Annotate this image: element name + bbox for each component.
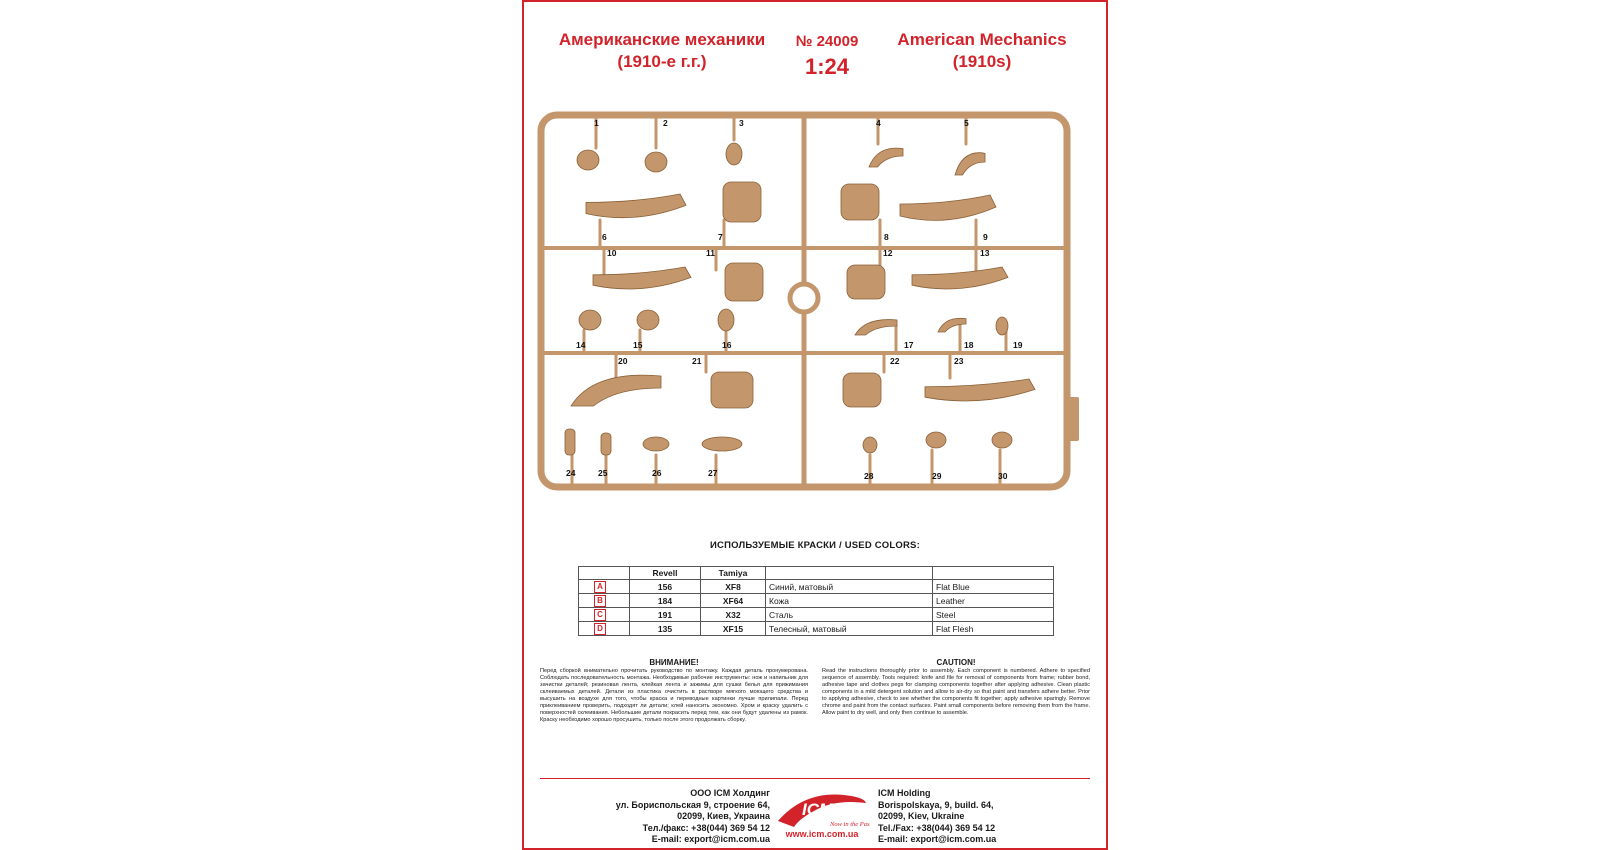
part-number: 16 <box>722 340 732 350</box>
sprue-frame <box>541 115 1067 487</box>
warning-ru-text: Перед сборкой внимательно прочитать руководство по монтажу. Каждая деталь пронумерована. Соблюдать последовательность монтажа. Необходимые рабочие инструменты: нож и напильник для зачистки деталей; резиновая лента, клейкая лента и зажимы для сушки белья для прижимания склеиваемых деталей. Детали из пластика очистить в растворе мягкого моющего средства и высушить на воздухе для того, чтобы краска и переводные картинки лучше прилипали. Перед приклеиванием проверить, подходят ли детали; клей наносить экономно. Хром и краску удалить с поверхностей склеивания. Небольшие детали покрасить перед тем, как они будут удалены из рамок. Краску необходимо хорошо просушить, только после этого продолжать сборку. <box>540 668 808 723</box>
part-number: 26 <box>652 468 662 478</box>
website-url[interactable]: www.icm.com.ua <box>785 829 859 839</box>
sprue-labels <box>566 118 1023 481</box>
sprue-part <box>992 432 1012 448</box>
revell-code: 156 <box>630 580 701 594</box>
sprue-part <box>586 194 686 218</box>
sprue-part <box>643 437 669 451</box>
part-number: 8 <box>884 232 889 242</box>
sprue-part <box>711 372 753 408</box>
instruction-sheet <box>522 0 1108 850</box>
sprue-part <box>869 148 903 167</box>
sprue-part <box>843 373 881 407</box>
color-name-ru: Синий, матовый <box>766 580 933 594</box>
warning-en-heading: CAUTION! <box>936 658 976 667</box>
address-ru-line2: ул. Бориспольская 9, строение 64, <box>615 799 770 810</box>
title-en-line2: (1910s) <box>952 52 1012 71</box>
sprue-part <box>938 318 966 332</box>
sprue-part <box>702 437 742 451</box>
address-en-line3: 02099, Kiev, Ukraine <box>878 811 965 821</box>
kit-number-block <box>782 31 872 81</box>
color-name-en: Leather <box>933 594 1054 608</box>
part-number: 7 <box>718 232 723 242</box>
sprue-part <box>926 432 946 448</box>
sprue-part <box>593 267 691 289</box>
title-ru-line2: (1910-е г.г.) <box>617 52 707 71</box>
address-russian <box>558 788 770 846</box>
tamiya-code: XF8 <box>701 580 766 594</box>
part-number: 12 <box>883 248 893 258</box>
table-row <box>579 594 1054 608</box>
address-ru-line3: 02099, Киев, Украина <box>677 811 770 821</box>
sprue-part <box>726 143 742 165</box>
color-name-en: Steel <box>933 608 1054 622</box>
part-number: 15 <box>633 340 643 350</box>
warning-russian <box>540 658 808 724</box>
color-name-ru: Телесный, матовый <box>766 622 933 636</box>
sprue-part <box>955 153 985 175</box>
part-number: 11 <box>706 248 715 258</box>
icm-logo <box>774 789 870 843</box>
sprue-drawing <box>536 110 1096 520</box>
kit-scale: 1:24 <box>804 54 850 79</box>
part-number: 22 <box>890 356 900 366</box>
sprue-part <box>925 379 1035 401</box>
revell-code: 191 <box>630 608 701 622</box>
header-tamiya: Tamiya <box>701 567 766 580</box>
part-number: 14 <box>576 340 586 350</box>
sprue-part <box>565 429 575 455</box>
table-row <box>579 608 1054 622</box>
part-number: 17 <box>904 340 914 350</box>
header-letter <box>579 567 630 580</box>
color-letter: D <box>594 623 606 635</box>
header-en <box>933 567 1054 580</box>
part-number: 30 <box>998 471 1008 481</box>
logo-slogan: Now in the Past <box>830 821 870 828</box>
part-number: 23 <box>954 356 964 366</box>
part-number: 19 <box>1013 340 1023 350</box>
address-en-line5: E-mail: export@icm.com.ua <box>878 834 997 844</box>
title-english <box>872 29 1092 73</box>
sprue-part <box>912 267 1008 289</box>
part-number: 18 <box>964 340 974 350</box>
color-name-ru: Кожа <box>766 594 933 608</box>
title-ru-line1: Американские механики <box>558 30 766 49</box>
table-row <box>579 622 1054 636</box>
footer-divider <box>540 778 1090 779</box>
part-number: 4 <box>876 118 881 128</box>
address-ru-line4: Тел./факс: +38(044) 369 54 12 <box>642 822 770 833</box>
part-number: 2 <box>663 118 668 128</box>
address-ru-line1: ООО ICM Холдинг <box>690 788 770 798</box>
warning-en-text: Read the instructions thoroughly prior to assembly. Each component is numbered. Adhere to specified sequence of assembly. Tools required: knife and file for removal of components from frame; rubber bond, adhesive tape and clothes pegs for clamping components together after applying adhesive. Clean plastic components in a mild detergent solution and allow to air-dry so that paint and transfers adhere better. Prior to applying adhesive, check to see whether the components fit together; apply adhesive sparingly. Remove chrome and paint from the contact surfaces. Paint small components before removing them from the frame. Allow paint to dry well, and only then continue to assemble. <box>822 668 1090 716</box>
sprue-part <box>718 309 734 331</box>
header-ru <box>766 567 933 580</box>
logo-text: ICM <box>802 800 834 819</box>
part-number: 5 <box>964 118 969 128</box>
sprue-illustration <box>536 110 1096 520</box>
tamiya-code: XF64 <box>701 594 766 608</box>
sprue-part <box>863 437 877 453</box>
paint-table-header <box>579 567 1054 580</box>
used-colors-title: ИСПОЛЬЗУЕМЫЕ КРАСКИ / USED COLORS: <box>710 540 920 551</box>
kit-number: № 24009 <box>795 33 859 50</box>
sprue-side-tab <box>1067 397 1079 441</box>
sprue-part <box>579 310 601 330</box>
revell-code: 135 <box>630 622 701 636</box>
sprue-part <box>637 310 659 330</box>
sprue-part <box>645 152 667 172</box>
sprue-part <box>841 184 879 220</box>
title-en-line1: American Mechanics <box>897 30 1067 49</box>
part-number: 28 <box>864 471 874 481</box>
sprue-part <box>847 265 885 299</box>
address-ru-line5: E-mail: export@icm.com.ua <box>651 834 770 844</box>
part-number: 24 <box>566 468 576 478</box>
address-en-line2: Borispolskaya, 9, build. 64, <box>878 799 994 810</box>
color-name-ru: Сталь <box>766 608 933 622</box>
part-number: 9 <box>983 232 988 242</box>
part-number: 27 <box>708 468 718 478</box>
icm-logo-mark <box>774 789 870 829</box>
revell-code: 184 <box>630 594 701 608</box>
sprue-part <box>725 263 763 301</box>
part-number: 1 <box>594 118 599 128</box>
warning-english <box>822 658 1090 717</box>
color-letter: B <box>594 595 606 607</box>
sprue-part <box>855 320 897 335</box>
part-number: 6 <box>602 232 607 242</box>
paint-table <box>578 566 1054 636</box>
sprue-tab <box>1067 397 1079 441</box>
address-english <box>878 788 1098 846</box>
sprue-part <box>577 150 599 170</box>
color-name-en: Flat Flesh <box>933 622 1054 636</box>
part-number: 21 <box>692 356 702 366</box>
header-revell: Revell <box>630 567 701 580</box>
sprue-center-ring <box>790 284 818 312</box>
sprue-part <box>723 182 761 222</box>
tamiya-code: XF15 <box>701 622 766 636</box>
part-number: 13 <box>980 248 990 258</box>
sprue-part <box>996 317 1008 335</box>
color-letter: C <box>594 609 606 621</box>
address-en-line1: ICM Holding <box>878 788 931 798</box>
sprue-parts <box>565 143 1035 455</box>
tamiya-code: X32 <box>701 608 766 622</box>
address-en-line4: Tel./Fax: +38(044) 369 54 12 <box>878 822 996 833</box>
sprue-part <box>900 195 996 220</box>
color-letter: A <box>594 581 606 593</box>
color-name-en: Flat Blue <box>933 580 1054 594</box>
part-number: 20 <box>618 356 628 366</box>
sprue-part <box>571 375 661 406</box>
part-number: 10 <box>607 248 617 258</box>
sprue-part <box>601 433 611 455</box>
warning-ru-heading: ВНИМАНИЕ! <box>649 658 699 667</box>
part-number: 29 <box>932 471 942 481</box>
part-number: 25 <box>598 468 608 478</box>
part-number: 3 <box>739 118 744 128</box>
table-row <box>579 580 1054 594</box>
title-russian <box>542 29 782 73</box>
